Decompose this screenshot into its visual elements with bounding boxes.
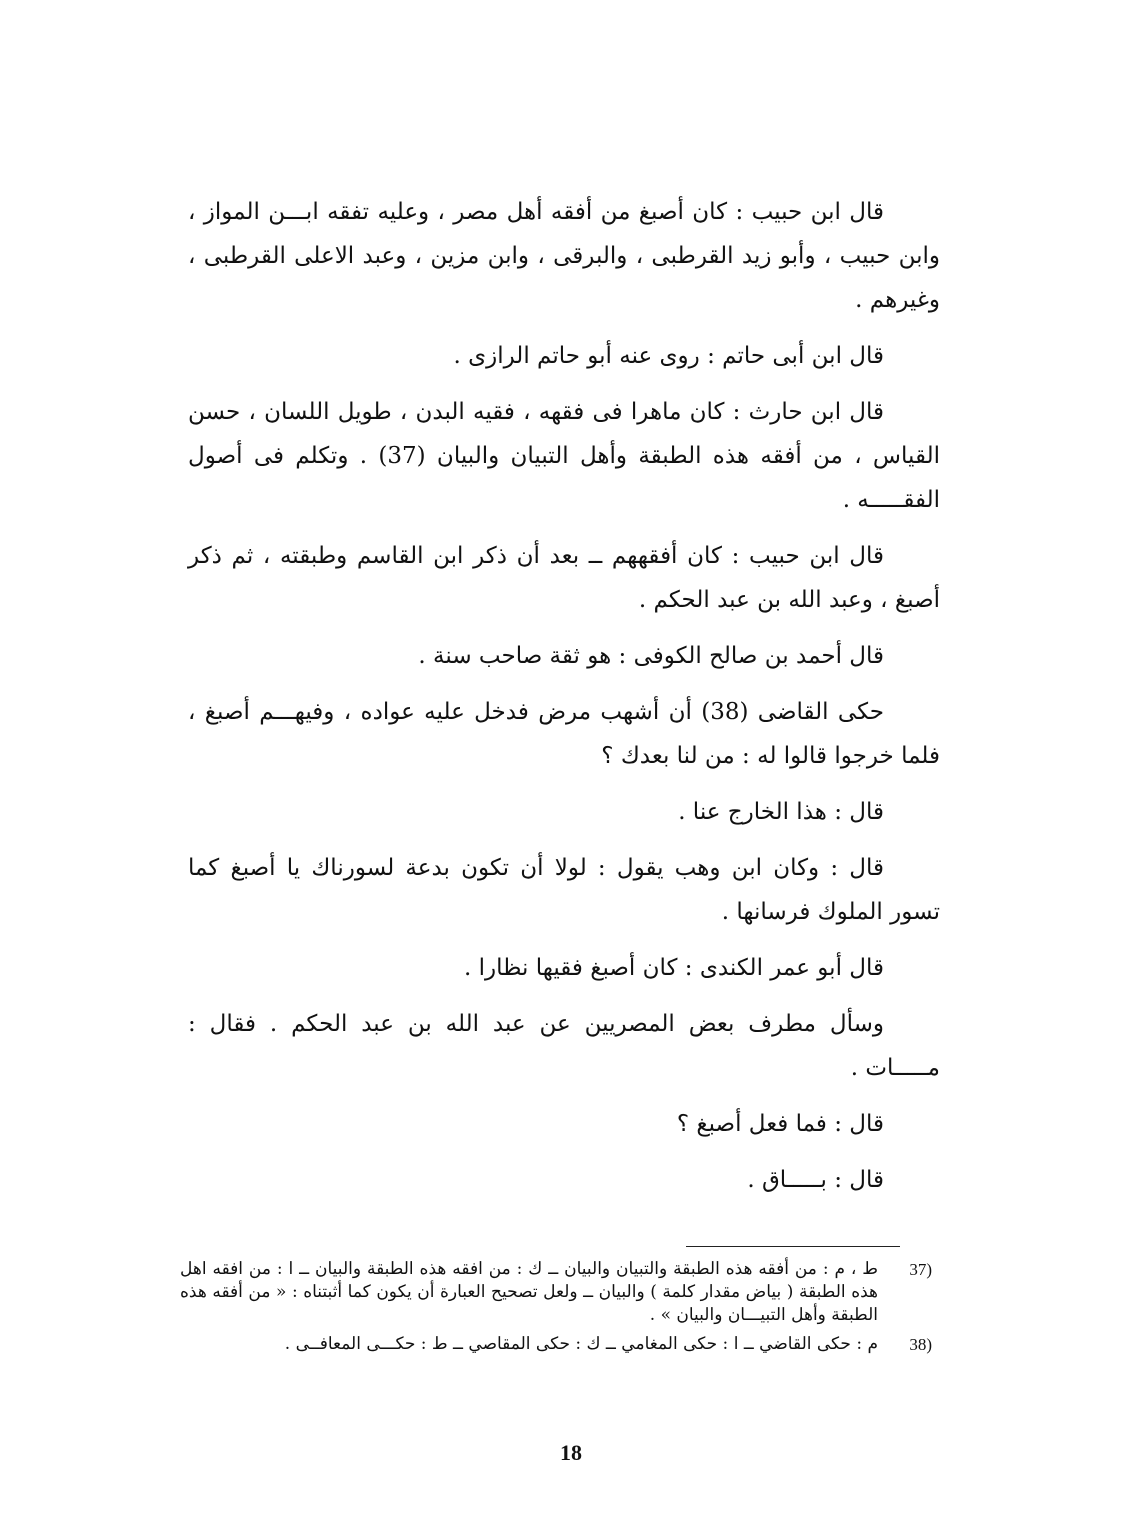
footnote-separator-rule xyxy=(686,1246,900,1247)
paragraph-ma-faala-asbagh: قال : فما فعل أصبغ ؟ xyxy=(676,1111,884,1137)
footnote-37 xyxy=(180,1258,932,1327)
footnote-text: ط ، م : من أفقه هذه الطبقة والتبيان والبيان ــ ك : من افقه هذه الطبقة والبيان ــ ا : من افقه اهل هذه الطبقة ( بياض مقدار كلمة ) والبيان ــ ولعل تصحيح العبارة أن يكون كما أثبتناه : « من أفقه هذه الطبقة وأهل التبيـــان والبيان » . xyxy=(180,1259,878,1325)
paragraph-mutarrif: وسأل مطرف بعض المصريين عن عبد الله بن عبد الحكم . فقال : مـــــات . xyxy=(188,1011,940,1081)
paragraph-ibn-abi-hatim: قال ابن أبى حاتم : روى عنه أبو حاتم الرازى . xyxy=(453,343,884,369)
footnote-number: 38) xyxy=(909,1335,932,1354)
paragraph-ibn-habib-1: قال ابن حبيب : كان أصبغ من أفقه أهل مصر ، وعليه تفقه ابـــن المواز ، وابن حبيب ، وأبو زيد القرطبى ، والبرقى ، وابن مزين ، وعبد الاعلى القرطبى ، وغيرهم . xyxy=(188,199,940,313)
page-number: 18 xyxy=(560,1440,582,1465)
body-text xyxy=(188,190,940,1214)
paragraph-ibn-habib-2: قال ابن حبيب : كان أفقههم ــ بعد أن ذكر ابن القاسم وطبقته ، ثم ذكر أصبغ ، وعبد الله بن عبد الحكم . xyxy=(188,543,940,613)
footnotes xyxy=(180,1258,932,1362)
footnote-number: 37) xyxy=(909,1260,932,1279)
paragraph-baq: قال : بـــــاق . xyxy=(747,1167,884,1193)
paragraph-ibn-wahb: قال : وكان ابن وهب يقول : لولا أن تكون بدعة لسورناك يا أصبغ كما تسور الملوك فرسانها . xyxy=(188,855,940,925)
paragraph-abu-umar-al-kindi: قال أبو عمر الكندى : كان أصبغ فقيها نظارا . xyxy=(464,955,884,981)
paragraph-ahmad-ibn-salih: قال أحمد بن صالح الكوفى : هو ثقة صاحب سنة . xyxy=(418,643,884,669)
paragraph-ibn-harith: قال ابن حارث : كان ماهرا فى فقهه ، فقيه البدن ، طويل اللسان ، حسن القياس ، من أفقه هذه الطبقة وأهل التبيان والبيان (37) . وتكلم فى أصول الفقـــــه . xyxy=(188,399,940,513)
paragraph-hadha-al-kharij: قال : هذا الخارج عنا . xyxy=(678,799,884,825)
footnote-text: م : حكى القاضي ــ ا : حكى المغامي ــ ك : حكى المقاصي ــ ط : حكـــى المعافــى . xyxy=(284,1334,878,1354)
footnote-38 xyxy=(180,1333,932,1356)
paragraph-qadi-ashhab: حكى القاضى (38) أن أشهب مرض فدخل عليه عواده ، وفيهـــم أصبغ ، فلما خرجوا قالوا له : من لنا بعدك ؟ xyxy=(188,699,940,769)
